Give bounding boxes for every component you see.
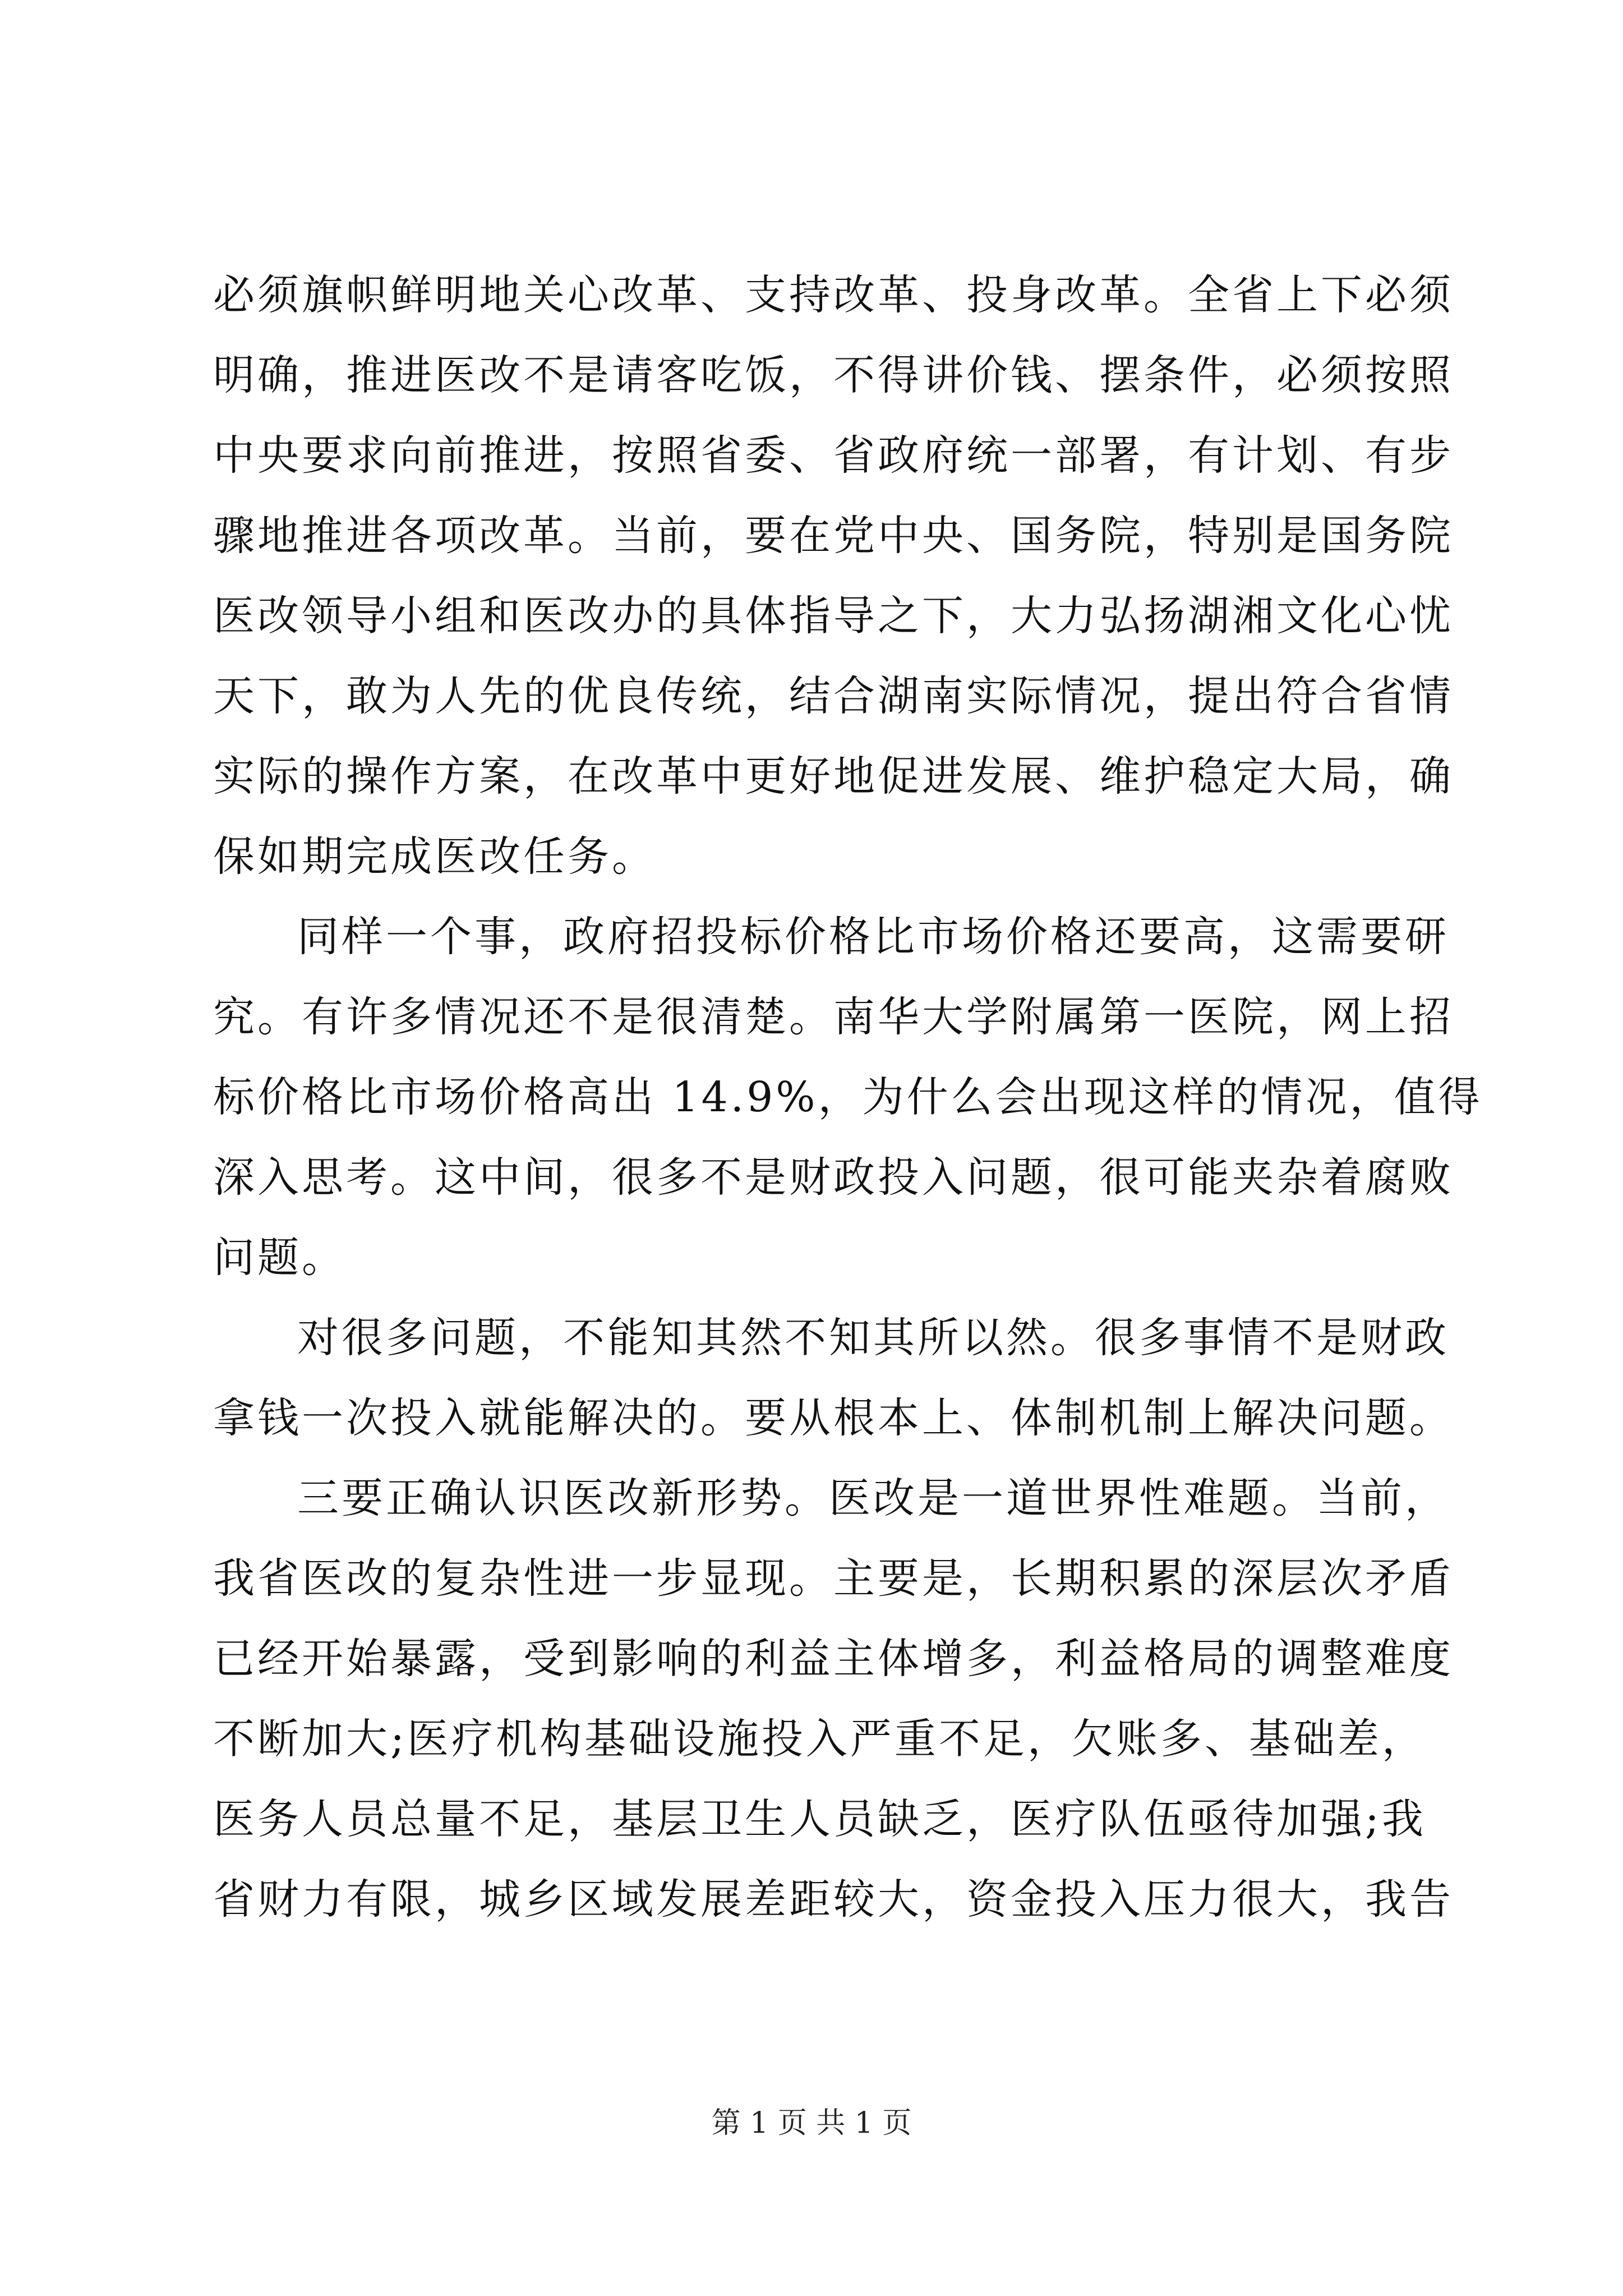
text-line: 对很多问题，不能知其然不知其所以然。很多事情不是财政 [297,1314,1449,1362]
text-line: 省财力有限，城乡区域发展差距较大，资金投入压力很大，我告 [213,1875,1454,1924]
text-line: 不断加大;医疗机构基础设施投入严重不足，欠账多、基础差， [213,1715,1426,1763]
text-line: 已经开始暴露，受到影响的利益主体增多，利益格局的调整难度 [213,1635,1454,1683]
text-line: 究。有许多情况还不是很清楚。南华大学附属第一医院，网上招 [213,993,1454,1041]
text-line: 拿钱一次投入就能解决的。要从根本上、体制机制上解决问题。 [213,1394,1454,1442]
text-line: 标价格比市场价格高出 14.9%，为什么会出现这样的情况，值得 [213,1073,1483,1121]
text-line: 我省医改的复杂性进一步显现。主要是，长期积累的深层次矛盾 [213,1554,1454,1603]
page-footer [0,2101,1623,2146]
text-line: 问题。 [213,1234,346,1282]
paragraph-3 [213,1298,1454,1458]
text-line: 三要正确认识医改新形势。医改是一道世界性难题。当前， [297,1474,1449,1522]
text-line: 医务人员总量不足，基层卫生人员缺乏，医疗队伍亟待加强;我 [213,1795,1426,1843]
text-line: 同样一个事，政府招投标价格比市场价格还要高，这需要研 [297,913,1449,961]
text-line: 必须旗帜鲜明地关心改革、支持改革、投身改革。全省上下必须 [213,271,1454,319]
paragraph-2 [213,897,1483,1298]
text-line: 实际的操作方案，在改革中更好地促进发展、维护稳定大局，确 [213,752,1454,800]
text-line: 医改领导小组和医改办的具体指导之下，大力弘扬湖湘文化心忧 [213,592,1454,640]
paragraph-1 [213,255,1454,897]
text-line: 中央要求向前推进，按照省委、省政府统一部署，有计划、有步 [213,431,1454,480]
page-number-label: 第 1 页 共 1 页 [711,2106,912,2140]
paragraph-4 [213,1458,1454,1940]
text-line: 天下，敢为人先的优良传统，结合湖南实际情况，提出符合省情 [213,672,1454,720]
document-body [213,255,1483,1940]
text-line: 明确，推进医改不是请客吃饭，不得讲价钱、摆条件，必须按照 [213,351,1454,399]
text-line: 深入思考。这中间，很多不是财政投入问题，很可能夹杂着腐败 [213,1153,1454,1202]
text-line: 骤地推进各项改革。当前，要在党中央、国务院，特别是国务院 [213,512,1454,560]
text-line: 保如期完成医改任务。 [213,832,656,881]
